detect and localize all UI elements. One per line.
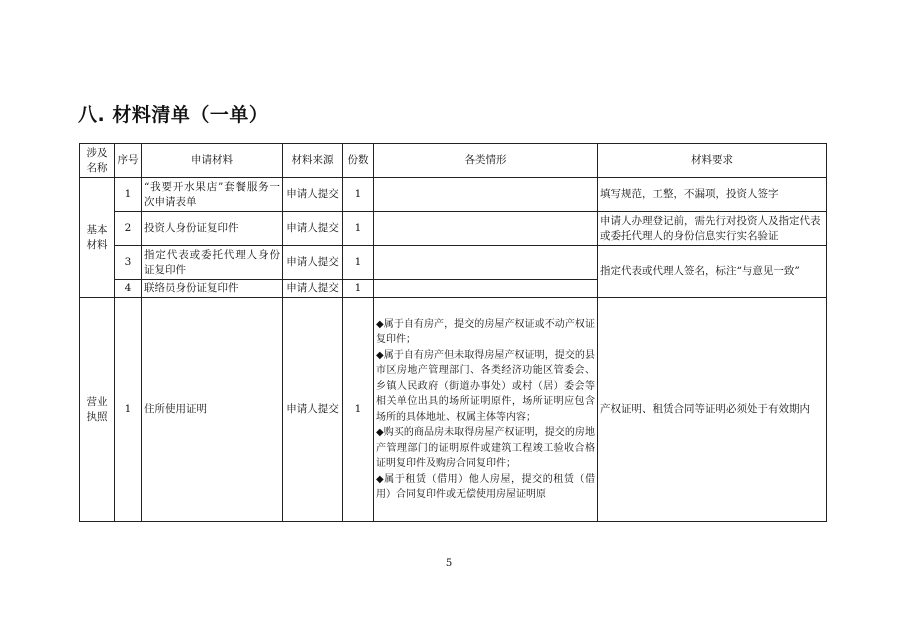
header-source: 材料来源 (283, 144, 343, 178)
row-copies: 1 (343, 280, 374, 298)
row-requirement: 填写规范，工整，不漏项，投资人签字 (598, 178, 827, 212)
row-source: 申请人提交 (283, 212, 343, 246)
row-no: 3 (115, 246, 142, 280)
row-source: 申请人提交 (283, 280, 343, 298)
row-situation (374, 280, 598, 298)
row-material: 投资人身份证复印件 (142, 212, 283, 246)
row-material: “我要开水果店”套餐服务一次申请表单 (142, 178, 283, 212)
row-situation (374, 246, 598, 280)
row-copies: 1 (343, 212, 374, 246)
row-material: 住所使用证明 (142, 298, 283, 522)
table-header-row (80, 144, 827, 178)
header-situation: 各类情形 (374, 144, 598, 178)
header-no: 序号 (115, 144, 142, 178)
table-row (80, 298, 827, 522)
row-situation: ◆属于自有房产，提交的房屋产权证或不动产权证复印件； ◆属于自有房产但未取得房屋产权证明，提交的县市区房地产管理部门、各类经济功能区管委会、乡镇人民政府（街道办事处）或村（居）委会等相关单位出具的场所证明原件，场所证明应包含场所的具体地址、权属主体等内容； ◆购买的商品房未取得房屋产权证明，提交的房地产管理部门的证明原件或建筑工程竣工验收合格证明复印件及购房合同复印件； ◆属于租赁（借用）他人房屋，提交的租赁（借用）合同复印件或无偿使用房屋证明原 (374, 298, 598, 522)
header-copies: 份数 (343, 144, 374, 178)
materials-table (79, 143, 827, 522)
row-source: 申请人提交 (283, 298, 343, 522)
row-material: 联络员身份证复印件 (142, 280, 283, 298)
row-material: 指定代表或委托代理人身份证复印件 (142, 246, 283, 280)
row-no: 1 (115, 298, 142, 522)
row-requirement: 指定代表或代理人签名，标注“与意见一致” (598, 246, 827, 298)
row-situation (374, 212, 598, 246)
header-material: 申请材料 (142, 144, 283, 178)
row-source: 申请人提交 (283, 246, 343, 280)
category-cell-basic: 基本材料 (80, 178, 115, 298)
header-requirement: 材料要求 (598, 144, 827, 178)
row-copies: 1 (343, 298, 374, 522)
header-category: 涉及 名称 (80, 144, 115, 178)
row-situation (374, 178, 598, 212)
row-no: 2 (115, 212, 142, 246)
table-row (80, 178, 827, 212)
row-requirement: 申请人办理登记前，需先行对投资人及指定代表或委托代理人的身份信息实行实名验证 (598, 212, 827, 246)
table-row (80, 212, 827, 246)
row-no: 4 (115, 280, 142, 298)
row-copies: 1 (343, 178, 374, 212)
row-source: 申请人提交 (283, 178, 343, 212)
page-number: 5 (445, 558, 453, 569)
row-requirement: 产权证明、租赁合同等证明必须处于有效期内 (598, 298, 827, 522)
row-copies: 1 (343, 246, 374, 280)
row-no: 1 (115, 178, 142, 212)
table-row (80, 246, 827, 280)
category-cell-license: 营业执照 (80, 298, 115, 522)
page-title: 八. 材料清单（一单） (78, 104, 269, 126)
